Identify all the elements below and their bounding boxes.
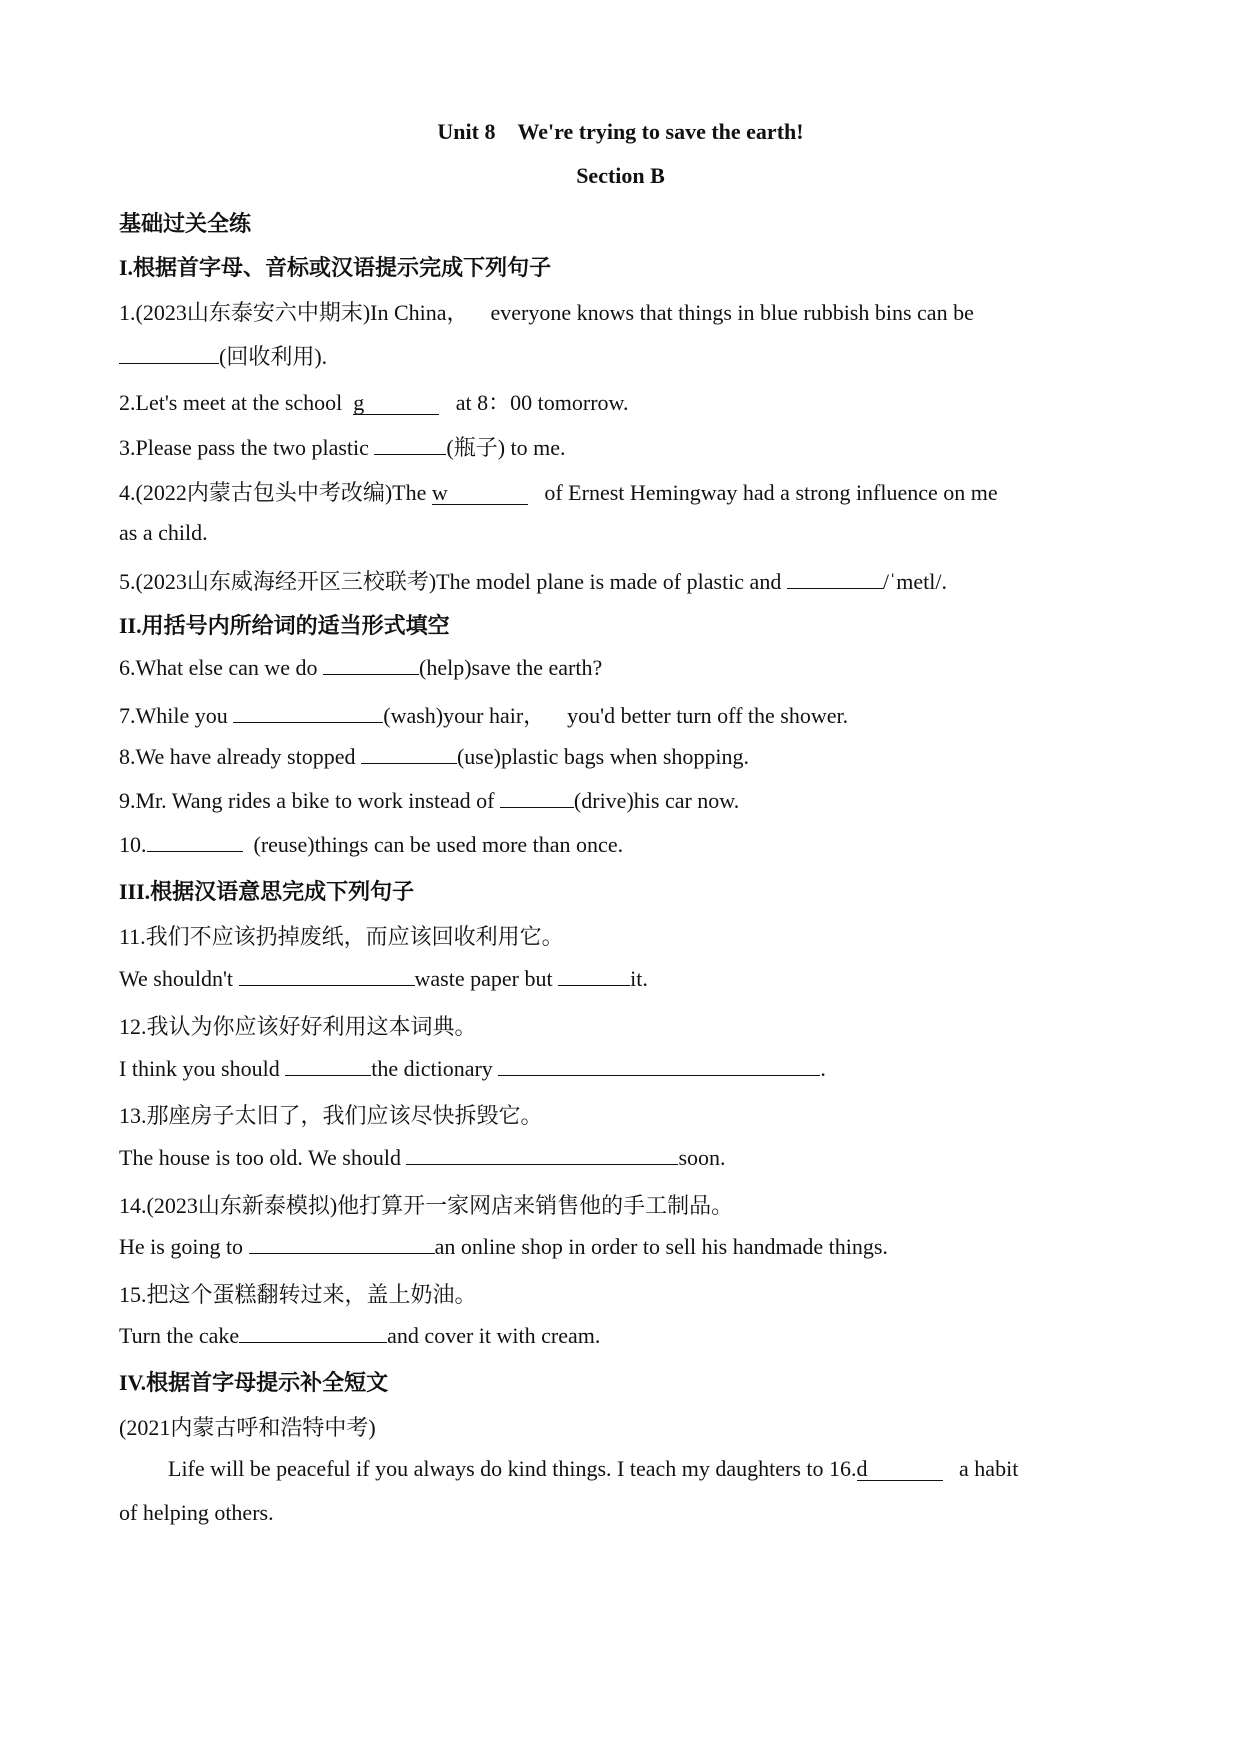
q4-hint-letter: w: [431, 480, 448, 505]
q1-text-b: everyone knows that things in blue rubbish bins can be: [490, 300, 974, 325]
q3-text-a: 3.Please pass the two plastic: [119, 435, 369, 460]
question-13: [119, 1144, 726, 1171]
q14-blank[interactable]: [249, 1233, 435, 1254]
q8-text-a: 8.We have already stopped: [119, 744, 356, 769]
q11-text-b: waste paper but: [414, 966, 553, 991]
q13-text-b: soon.: [678, 1145, 726, 1170]
q10-blank[interactable]: [147, 831, 243, 852]
q8-blank[interactable]: [361, 743, 457, 764]
q9-text-b: (drive)his car now.: [573, 788, 740, 813]
q10-text-b: (reuse)things can be used more than once.: [253, 832, 624, 857]
q4-text-b: of Ernest Hemingway had a strong influence on me: [544, 480, 998, 505]
q14-text-a: He is going to: [119, 1234, 244, 1259]
q7-text-c: you'd better turn off the shower.: [567, 703, 849, 728]
section-title: Section B: [576, 163, 665, 188]
q7-blank[interactable]: [233, 702, 383, 723]
q12-blank-1[interactable]: [285, 1055, 371, 1076]
passage-line-1: [168, 1456, 1018, 1482]
q3-text-b: (瓶子) to me.: [446, 435, 566, 460]
q12-text-b: the dictionary: [371, 1056, 493, 1081]
question-3: [119, 431, 566, 462]
question-13-chinese: 13.那座房子太旧了，我们应该尽快拆毁它。: [119, 1103, 543, 1128]
question-8: [119, 743, 749, 770]
question-2: [119, 386, 629, 417]
q6-text-b: (help)save the earth?: [419, 655, 603, 680]
q5-text-b: /ˈmetl/.: [882, 569, 947, 594]
q11-text-a: We shouldn't: [119, 966, 234, 991]
question-5: [119, 565, 947, 596]
question-15: [119, 1322, 600, 1349]
q5-blank[interactable]: [787, 568, 883, 589]
question-14-chinese: 14.(2023山东新泰模拟)他打算开一家网店来销售他的手工制品。: [119, 1193, 734, 1218]
q3-blank[interactable]: [374, 434, 446, 455]
unit-name: We're trying to save the earth!: [517, 119, 804, 144]
q11-blank-1[interactable]: [239, 965, 415, 986]
q16-blank[interactable]: [857, 1458, 943, 1481]
part1-title: I.根据首字母、音标或汉语提示完成下列句子: [119, 255, 552, 280]
q6-text-a: 6.What else can we do: [119, 655, 318, 680]
question-6: [119, 654, 602, 681]
question-4-cont: as a child.: [119, 520, 208, 545]
passage-source: (2021内蒙古呼和浩特中考): [119, 1415, 376, 1440]
q7-text-b: (wash)your hair，: [383, 703, 546, 728]
q15-text-a: Turn the cake: [119, 1323, 240, 1348]
q2-blank[interactable]: [353, 392, 439, 415]
q5-text-a: 5.(2023山东威海经开区三校联考)The model plane is made of plastic and: [119, 569, 782, 594]
question-12: [119, 1055, 826, 1082]
q12-text-c: .: [820, 1056, 826, 1081]
question-4: [119, 476, 998, 507]
q15-text-b: and cover it with cream.: [387, 1323, 601, 1348]
q1-text-c: (回收利用).: [219, 344, 328, 369]
question-1: [119, 296, 974, 327]
part2-title: II.用括号内所给词的适当形式填空: [119, 613, 450, 638]
q13-blank[interactable]: [406, 1144, 678, 1165]
question-7: [119, 699, 848, 730]
practice-heading: 基础过关全练: [119, 211, 252, 236]
q6-blank[interactable]: [323, 654, 419, 675]
q2-hint-letter: g: [353, 390, 365, 415]
question-9: [119, 787, 739, 814]
q16-hint-letter: d: [856, 1456, 868, 1481]
q11-text-c: it.: [630, 966, 648, 991]
question-12-chinese: 12.我认为你应该好好利用这本词典。: [119, 1014, 477, 1039]
passage-text-a: Life will be peaceful if you always do kind things. I teach my daughters to 16.: [168, 1456, 857, 1481]
q4-blank[interactable]: [432, 482, 528, 505]
part3-title: III.根据汉语意思完成下列句子: [119, 879, 415, 904]
q2-text-b: at 8：00 tomorrow.: [455, 390, 629, 415]
question-11: [119, 965, 648, 992]
q11-blank-2[interactable]: [558, 965, 630, 986]
question-14: [119, 1233, 888, 1260]
q15-blank[interactable]: [239, 1322, 387, 1343]
question-15-chinese: 15.把这个蛋糕翻转过来，盖上奶油。: [119, 1282, 477, 1307]
unit-number: Unit 8: [437, 119, 496, 144]
q12-text-a: I think you should: [119, 1056, 280, 1081]
q2-text-a: 2.Let's meet at the school: [119, 390, 343, 415]
q14-text-b: an online shop in order to sell his handmade things.: [434, 1234, 888, 1259]
unit-title: [0, 119, 1241, 145]
question-10: [119, 831, 623, 858]
question-1-cont: [119, 340, 327, 371]
passage-line-2: of helping others.: [119, 1500, 274, 1525]
q7-text-a: 7.While you: [119, 703, 228, 728]
part4-title: IV.根据首字母提示补全短文: [119, 1370, 389, 1395]
q13-text-a: The house is too old. We should: [119, 1145, 401, 1170]
question-11-chinese: 11.我们不应该扔掉废纸，而应该回收利用它。: [119, 924, 564, 949]
q8-text-b: (use)plastic bags when shopping.: [456, 744, 750, 769]
passage-text-b: a habit: [959, 1456, 1019, 1481]
q1-blank[interactable]: [119, 343, 219, 364]
q10-text-a: 10.: [119, 832, 147, 857]
q4-text-a: 4.(2022内蒙古包头中考改编)The: [119, 480, 427, 505]
q1-text-a: 1.(2023山东泰安六中期末)In China，: [119, 300, 469, 325]
q9-text-a: 9.Mr. Wang rides a bike to work instead of: [119, 788, 495, 813]
q9-blank[interactable]: [500, 787, 574, 808]
q12-blank-2[interactable]: [498, 1055, 820, 1076]
